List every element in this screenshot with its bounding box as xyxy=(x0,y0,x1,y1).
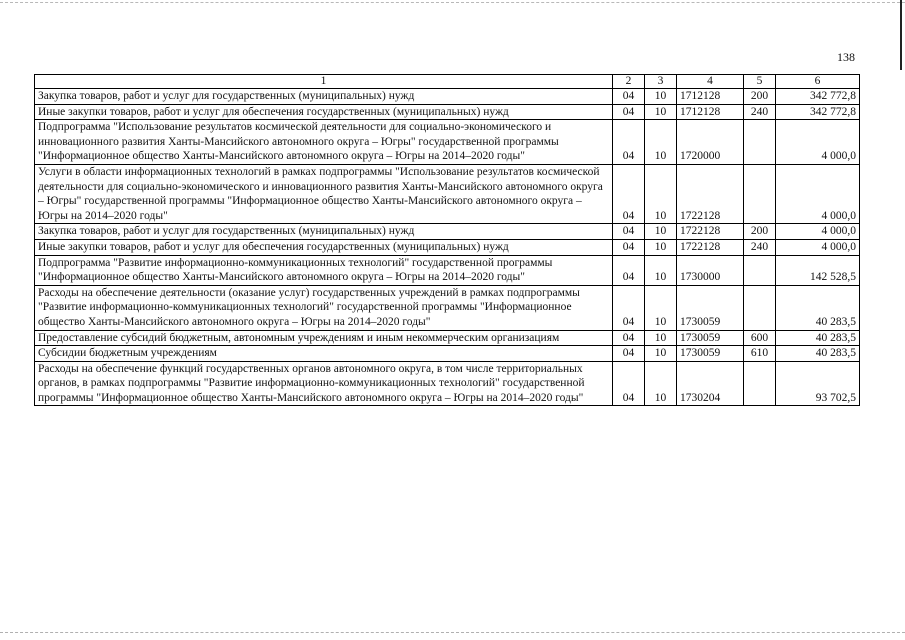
row-type: 240 xyxy=(744,239,776,255)
row-section: 04 xyxy=(613,224,645,240)
row-target: 1720000 xyxy=(677,120,744,165)
row-amount: 40 283,5 xyxy=(776,330,860,346)
row-type: 600 xyxy=(744,330,776,346)
row-target: 1712128 xyxy=(677,104,744,120)
row-name: Иные закупки товаров, работ и услуг для обеспечения государственных (муниципальных) нужд xyxy=(35,239,613,255)
row-name: Субсидии бюджетным учреждениям xyxy=(35,346,613,362)
row-subsection: 10 xyxy=(645,346,677,362)
table-header xyxy=(35,75,860,89)
table-row xyxy=(35,361,860,406)
row-target: 1730204 xyxy=(677,361,744,406)
scan-edge-bottom xyxy=(0,632,905,634)
table-row xyxy=(35,285,860,330)
table-row xyxy=(35,89,860,105)
row-name: Предоставление субсидий бюджетным, автономным учреждениям и иным некоммерческим организациям xyxy=(35,330,613,346)
row-subsection: 10 xyxy=(645,239,677,255)
row-subsection: 10 xyxy=(645,164,677,223)
row-subsection: 10 xyxy=(645,89,677,105)
row-amount: 342 772,8 xyxy=(776,89,860,105)
row-type: 610 xyxy=(744,346,776,362)
row-amount: 4 000,0 xyxy=(776,224,860,240)
table-row xyxy=(35,330,860,346)
row-section: 04 xyxy=(613,120,645,165)
column-header-subsection: 3 xyxy=(645,75,677,89)
row-name: Подпрограмма "Развитие информационно-коммуникационных технологий" государственной программы "Информационное общество Ханты-Мансийского автономного округа – Югры на 2014–2020 годы" xyxy=(35,255,613,285)
row-target: 1722128 xyxy=(677,224,744,240)
row-target: 1730000 xyxy=(677,255,744,285)
row-subsection: 10 xyxy=(645,285,677,330)
row-subsection: 10 xyxy=(645,120,677,165)
row-type: 200 xyxy=(744,224,776,240)
row-section: 04 xyxy=(613,104,645,120)
row-target: 1730059 xyxy=(677,330,744,346)
table-row xyxy=(35,104,860,120)
row-amount: 342 772,8 xyxy=(776,104,860,120)
row-type xyxy=(744,164,776,223)
column-header-type: 5 xyxy=(744,75,776,89)
row-subsection: 10 xyxy=(645,224,677,240)
scan-edge-right xyxy=(900,0,902,70)
row-target: 1730059 xyxy=(677,346,744,362)
row-amount: 40 283,5 xyxy=(776,346,860,362)
row-section: 04 xyxy=(613,330,645,346)
page-number: 138 xyxy=(837,50,855,64)
row-section: 04 xyxy=(613,255,645,285)
row-name: Услуги в области информационных технологий в рамках подпрограммы "Использование результатов космической деятельности для социально-экономического и инновационного развития Ханты-Мансийского автономного округа – Югры" государственной программы "Информационное общество Ханты-Мансийского автономного округа – Югры на 2014–2020 годы" xyxy=(35,164,613,223)
table-row xyxy=(35,164,860,223)
scan-edge-top xyxy=(0,2,905,4)
row-amount: 40 283,5 xyxy=(776,285,860,330)
row-section: 04 xyxy=(613,361,645,406)
table-row xyxy=(35,255,860,285)
column-header-name: 1 xyxy=(35,75,613,89)
row-section: 04 xyxy=(613,89,645,105)
budget-table xyxy=(34,74,860,406)
row-target: 1722128 xyxy=(677,239,744,255)
column-header-amount: 6 xyxy=(776,75,860,89)
row-section: 04 xyxy=(613,239,645,255)
column-header-section: 2 xyxy=(613,75,645,89)
row-amount: 93 702,5 xyxy=(776,361,860,406)
row-name: Иные закупки товаров, работ и услуг для обеспечения государственных (муниципальных) нужд xyxy=(35,104,613,120)
table-row xyxy=(35,346,860,362)
row-amount: 4 000,0 xyxy=(776,120,860,165)
row-subsection: 10 xyxy=(645,255,677,285)
row-name: Подпрограмма "Использование результатов космической деятельности для социально-экономического и инновационного развития Ханты-Мансийского автономного округа – Югры" государственной программы "Информационное общество Ханты-Мансийского автономного округа – Югры на 2014–2020 годы" xyxy=(35,120,613,165)
row-type: 240 xyxy=(744,104,776,120)
header-row xyxy=(35,75,860,89)
row-name: Расходы на обеспечение функций государственных органов автономного округа, в том числе территориальных органов, в рамках подпрограммы "Развитие информационно-коммуникационных технологий" государственной программы "Информационное общество Ханты-Мансийского автономного округа – Югры на 2014–2020 годы" xyxy=(35,361,613,406)
row-target: 1712128 xyxy=(677,89,744,105)
row-type: 200 xyxy=(744,89,776,105)
row-name: Закупка товаров, работ и услуг для государственных (муниципальных) нужд xyxy=(35,89,613,105)
row-type xyxy=(744,255,776,285)
row-type xyxy=(744,285,776,330)
row-type xyxy=(744,120,776,165)
row-amount: 4 000,0 xyxy=(776,239,860,255)
row-type xyxy=(744,361,776,406)
row-amount: 142 528,5 xyxy=(776,255,860,285)
table-row xyxy=(35,224,860,240)
table-row xyxy=(35,120,860,165)
row-section: 04 xyxy=(613,346,645,362)
row-target: 1722128 xyxy=(677,164,744,223)
table-body xyxy=(35,89,860,406)
row-subsection: 10 xyxy=(645,330,677,346)
row-subsection: 10 xyxy=(645,361,677,406)
row-section: 04 xyxy=(613,164,645,223)
column-header-target: 4 xyxy=(677,75,744,89)
table-row xyxy=(35,239,860,255)
row-subsection: 10 xyxy=(645,104,677,120)
row-amount: 4 000,0 xyxy=(776,164,860,223)
row-name: Расходы на обеспечение деятельности (оказание услуг) государственных учреждений в рамках подпрограммы "Развитие информационно-коммуникационных технологий" государственной программы "Информационное общество Ханты-Мансийского автономного округа – Югры на 2014–2020 годы" xyxy=(35,285,613,330)
row-target: 1730059 xyxy=(677,285,744,330)
row-section: 04 xyxy=(613,285,645,330)
row-name: Закупка товаров, работ и услуг для государственных (муниципальных) нужд xyxy=(35,224,613,240)
